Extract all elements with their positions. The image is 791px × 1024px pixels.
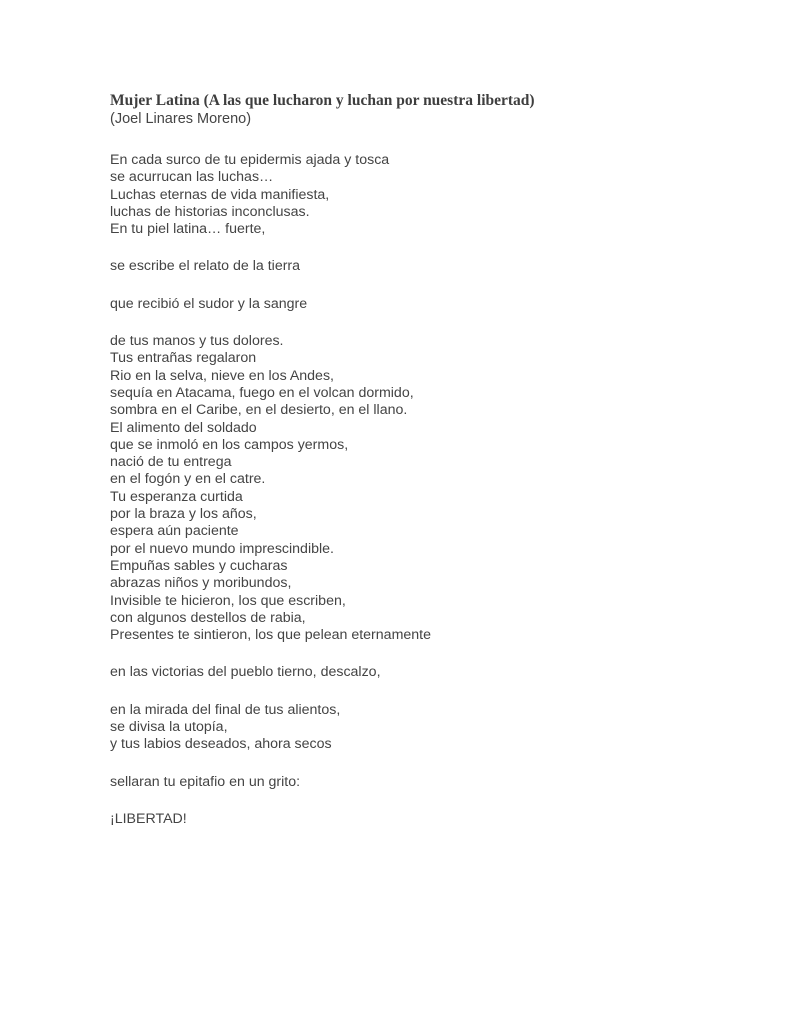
poem-line: sequía en Atacama, fuego en el volcan dormido,: [110, 384, 414, 401]
poem-line: sellaran tu epitafio en un grito:: [110, 773, 301, 790]
poem-line: luchas de historias inconclusas.: [110, 203, 310, 220]
poem-line: que recibió el sudor y la sangre: [110, 295, 308, 312]
poem-line: de tus manos y tus dolores.: [110, 333, 284, 350]
poem-title: Mujer Latina (A las que lucharon y luchan por nuestra libertad): [110, 92, 535, 109]
stanza-3: [110, 296, 730, 313]
poem-line: espera aún paciente: [110, 523, 239, 540]
poem-line: se escribe el relato de la tierra: [110, 258, 301, 275]
stanza-7: [110, 774, 730, 791]
stanza-1: [110, 152, 730, 238]
poem-line: Tus entrañas regalaron: [110, 350, 257, 367]
poem-line: en el fogón y en el catre.: [110, 471, 266, 488]
stanza-2: [110, 258, 730, 275]
poem-line: y tus labios deseados, ahora secos: [110, 736, 332, 753]
poem-line: sombra en el Caribe, en el desierto, en el llano.: [110, 402, 408, 419]
stanza-8: [110, 811, 730, 828]
poem-line: que se inmoló en los campos yermos,: [110, 436, 349, 453]
poem-line: ¡LIBERTAD!: [110, 810, 187, 827]
poem-line: por la braza y los años,: [110, 506, 257, 523]
poem-line: por el nuevo mundo imprescindible.: [110, 540, 334, 557]
stanza-4: [110, 333, 730, 644]
poem-body: [110, 92, 730, 828]
poem-line: Empuñas sables y cucharas: [110, 557, 288, 574]
poem-line: en la mirada del final de tus alientos,: [110, 701, 341, 718]
poem-line: En cada surco de tu epidermis ajada y tosca: [110, 152, 390, 168]
poem-line: Tu esperanza curtida: [110, 488, 243, 505]
poem-line: se divisa la utopía,: [110, 719, 228, 736]
poem-line: se acurrucan las luchas…: [110, 169, 274, 186]
poem-line: con algunos destellos de rabia,: [110, 609, 306, 626]
poem-line: Luchas eternas de vida manifiesta,: [110, 186, 330, 203]
poem-line: En tu piel latina… fuerte,: [110, 221, 266, 238]
poem-line: El alimento del soldado: [110, 419, 257, 436]
poem-line: en las victorias del pueblo tierno, descalzo,: [110, 664, 381, 681]
poem-author: (Joel Linares Moreno): [110, 111, 252, 127]
poem-line: nació de tu entrega: [110, 454, 232, 471]
stanza-6: [110, 702, 730, 754]
poem-line: abrazas niños y moribundos,: [110, 575, 292, 592]
poem-line: Presentes te sintieron, los que pelean eternamente: [110, 627, 431, 644]
poem-line: Rio en la selva, nieve en los Andes,: [110, 367, 334, 384]
poem-line: Invisible te hicieron, los que escriben,: [110, 592, 346, 609]
stanza-5: [110, 664, 730, 681]
